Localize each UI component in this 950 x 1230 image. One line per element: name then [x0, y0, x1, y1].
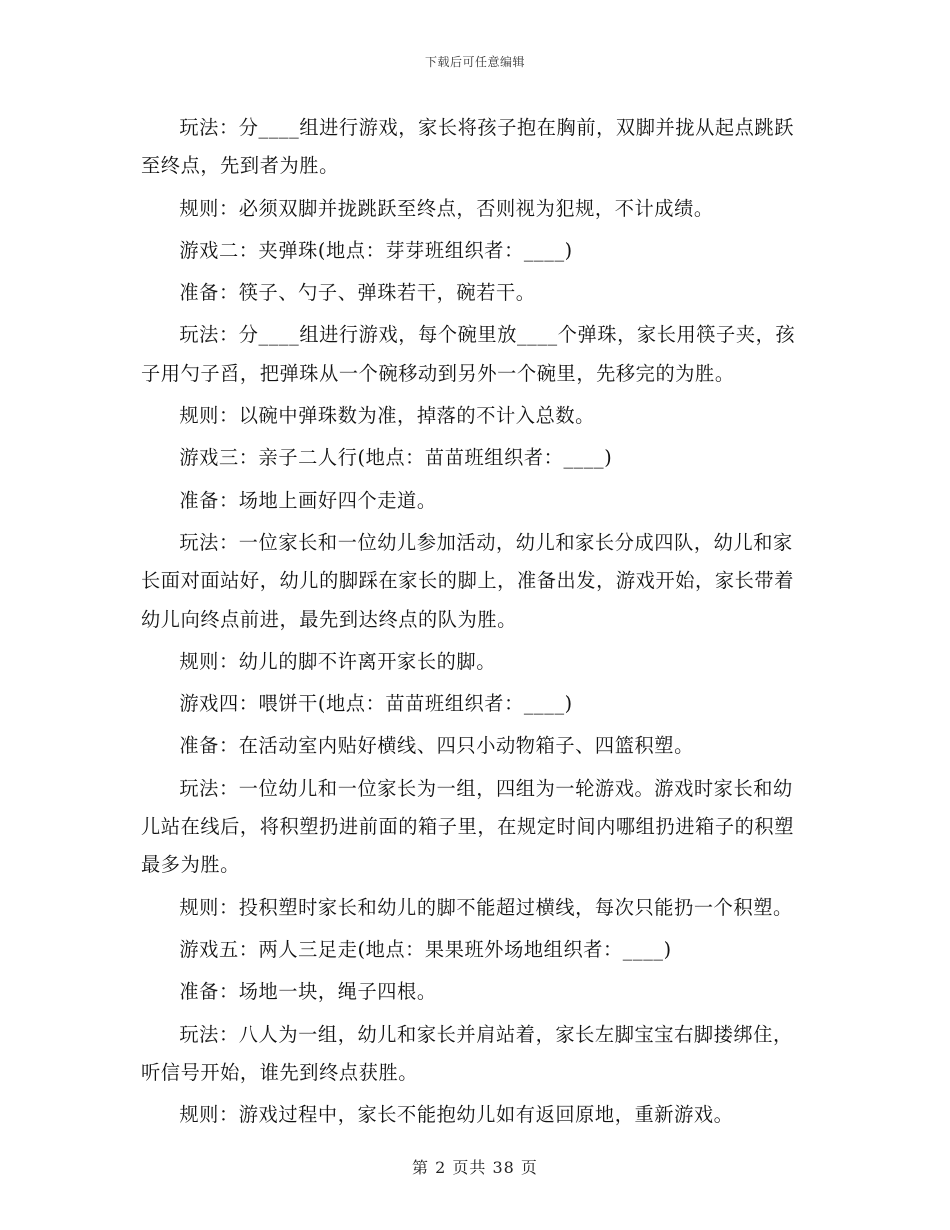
paragraph: 准备：场地上画好四个走道。 [179, 488, 437, 512]
paragraph: 游戏五：两人三足走(地点：果果班外场地组织者：____) [179, 937, 672, 961]
paragraph: 玩法：一位幼儿和一位家长为一组，四组为一轮游戏。游戏时家长和幼儿站在线后，将积塑扔进前面的箱子里，在规定时间内哪组扔进箱子的积塑最多为胜。 [141, 776, 794, 877]
paragraph: 准备：在活动室内贴好横线、四只小动物箱子、四篮积塑。 [179, 734, 694, 758]
paragraph: 玩法：分____组进行游戏，每个碗里放____个弹珠，家长用筷子夹，孩子用勺子舀，把弹珠从一个碗移动到另外一个碗里，先移完的为胜。 [141, 323, 796, 385]
document-body [141, 109, 806, 1138]
page-header: 下载后可任意编辑 [424, 55, 525, 69]
paragraph: 规则：游戏过程中，家长不能抱幼儿如有返回原地，重新游戏。 [179, 1103, 734, 1127]
page-footer: 第 2 页共 38 页 [412, 1158, 538, 1177]
paragraph: 规则：必须双脚并拢跳跃至终点，否则视为犯规，不计成绩。 [179, 196, 714, 220]
paragraph: 游戏四：喂饼干(地点：苗苗班组织者：____) [179, 692, 573, 716]
paragraph: 玩法：分____组进行游戏，家长将孩子抱在胸前，双脚并拢从起点跳跃至终点，先到者为胜。 [141, 116, 795, 178]
paragraph: 准备：筷子、勺子、弹珠若干，碗若干。 [179, 281, 536, 305]
paragraph: 游戏二：夹弹珠(地点：芽芽班组织者：____) [179, 238, 573, 262]
paragraph: 玩法：八人为一组，幼儿和家长并肩站着，家长左脚宝宝右脚搂绑住，听信号开始，谁先到终点获胜。 [141, 1022, 793, 1084]
paragraph: 规则：幼儿的脚不许离开家长的脚。 [179, 649, 496, 673]
paragraph: 游戏三：亲子二人行(地点：苗苗班组织者：____) [179, 446, 613, 470]
paragraph: 准备：场地一块，绳子四根。 [179, 980, 437, 1004]
paragraph: 玩法：一位家长和一位幼儿参加活动，幼儿和家长分成四队，幼儿和家长面对面站好，幼儿的脚踩在家长的脚上，准备出发，游戏开始，家长带着幼儿向终点前进，最先到达终点的队为胜。 [141, 530, 794, 631]
paragraph: 规则：投积塑时家长和幼儿的脚不能超过横线，每次只能扔一个积塑。 [179, 895, 793, 919]
paragraph: 规则：以碗中弹珠数为准，掉落的不计入总数。 [179, 404, 595, 428]
